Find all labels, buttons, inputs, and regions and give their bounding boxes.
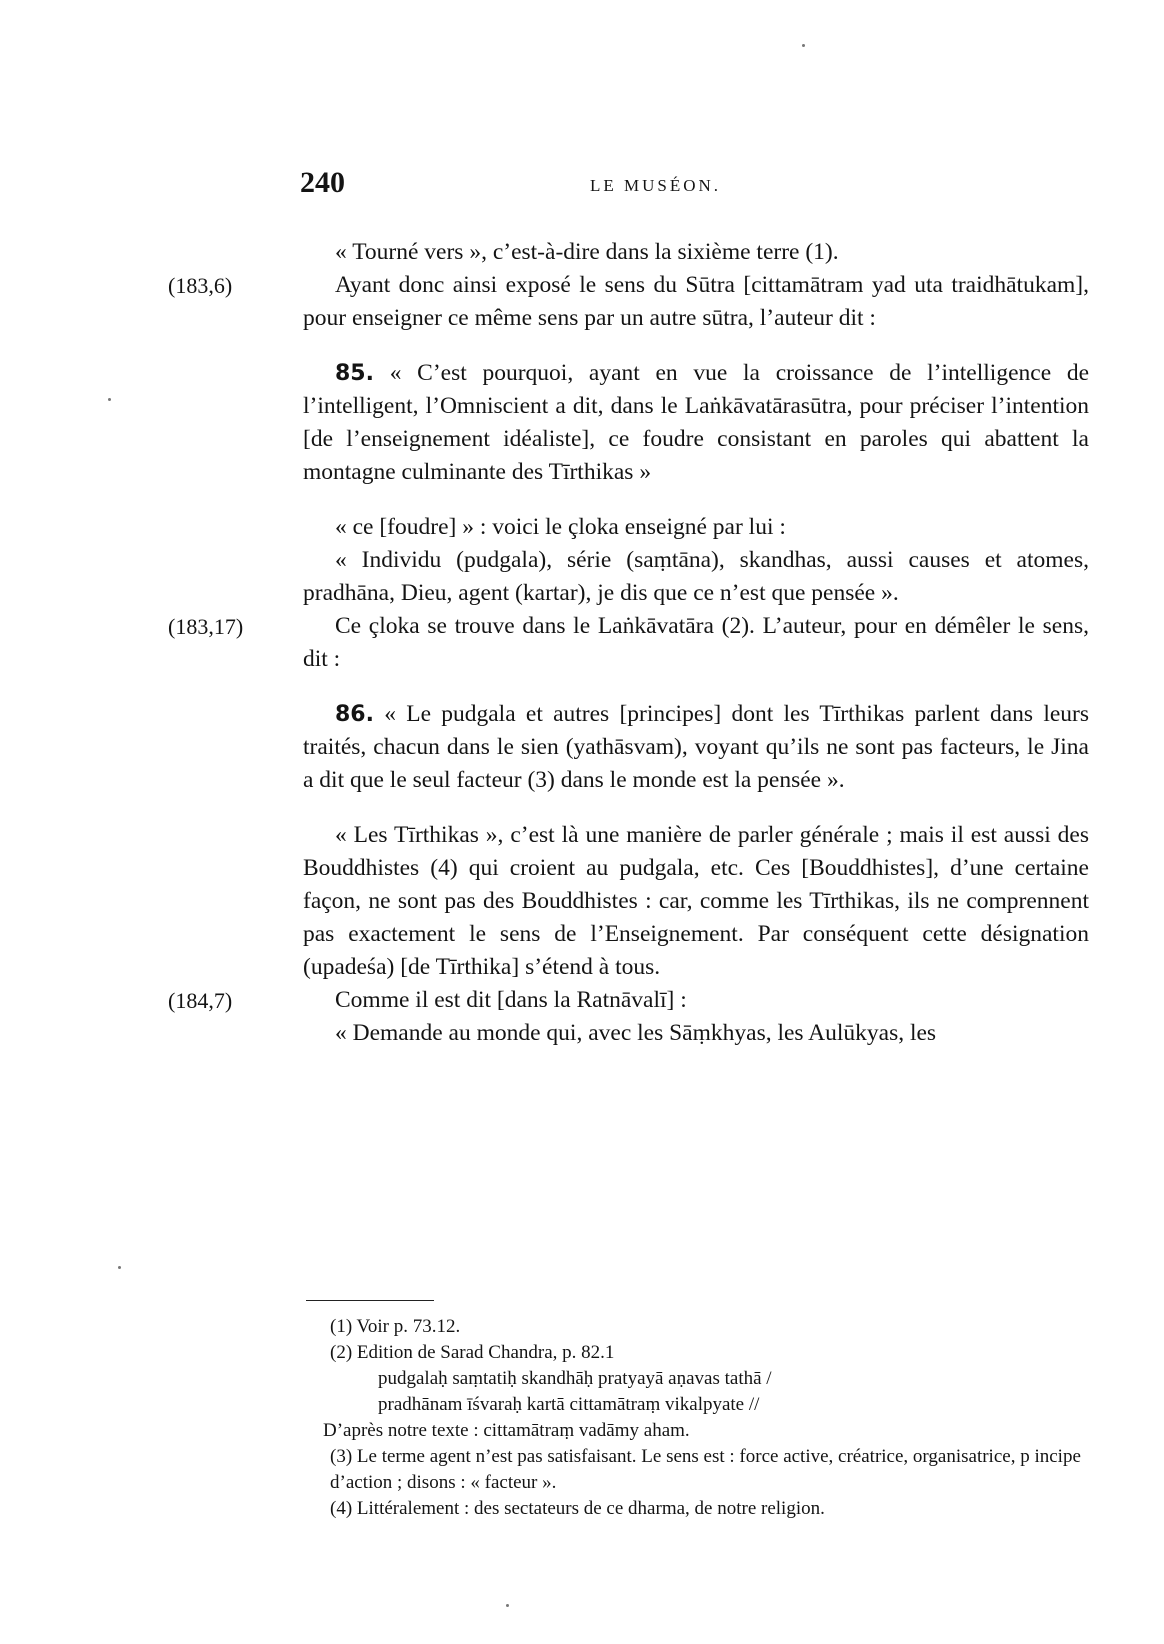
paragraph-tirthikas: « Les Tīrthikas », c’est là une manière de parler générale ; mais il est aussi des Bouddhistes (4) qui croient au pudgala, etc. Ces [Bouddhistes], d’une certaine façon, ne sont pas des Bouddhistes : car, comme les Tīrthikas, ils ne comprennent pas exactement le sens de l’Enseignement. Par conséquent cette désignation (upadeśa) [de Tīrthika] s’étend à tous.: [303, 822, 1089, 980]
footnote-1: (1) Voir p. 73.12.: [330, 1316, 461, 1337]
main-text: [168, 236, 1090, 1050]
page-header: [300, 166, 1090, 206]
footnote-2-comment: D’après notre texte : cittamātraṃ vadāmy aham.: [323, 1420, 690, 1441]
margin-reference: (184,7): [168, 988, 233, 1013]
footnote-3: (3) Le terme agent n’est pas satisfaisant. Le sens est : force active, créatrice, organisatrice, p incipe d’action ; disons : « facteur ».: [330, 1446, 1081, 1493]
footnote-rule: [306, 1300, 434, 1301]
footnote-2-verse-line: pudgalaḥ saṃtatiḥ skandhāḥ pratyayā aṇavas tathā /: [378, 1368, 772, 1389]
paragraph-cloka-intro: « ce [foudre] » : voici le çloka enseigné par lui :: [335, 514, 786, 540]
paragraph-tourne-vers: « Tourné vers », c’est-à-dire dans la sixième terre (1).: [335, 239, 839, 265]
paragraph-sutra-exposition: (183,6) Ayant donc ainsi exposé le sens du Sūtra [cittamātram yad uta traidhātukam], pour enseigner ce même sens par un autre sūtra, l’auteur dit :: [303, 269, 1089, 335]
margin-reference: (183,17): [168, 614, 244, 639]
footnote-2: (2) Edition de Sarad Chandra, p. 82.1: [330, 1342, 615, 1363]
running-title: LE MUSÉON.: [590, 176, 722, 195]
margin-reference: (183,6): [168, 273, 233, 298]
verse-86: 86. « Le pudgala et autres [principes] dont les Tīrthikas parlent dans leurs traités, chacun dans le sien (yathāsvam), voyant qu’ils ne sont pas facteurs, le Jina a dit que le seul facteur (3) dans le monde est la pensée ».: [303, 701, 1090, 793]
verse-number: 85.: [335, 361, 374, 386]
paragraph-ratnavali: (184,7) Comme il est dit [dans la Ratnāvalī] :: [303, 984, 1089, 1017]
paragraph-cloka-quote: « Individu (pudgala), série (saṃtāna), skandhas, aussi causes et atomes, pradhāna, Dieu, agent (kartar), je dis que ce n’est que pensée ».: [303, 547, 1089, 606]
page-number: 240: [300, 166, 345, 199]
footnote-4: (4) Littéralement : des sectateurs de ce dharma, de notre religion.: [330, 1498, 825, 1519]
verse-85: 85. « C’est pourquoi, ayant en vue la croissance de l’intelligence de l’intelligent, l’Omniscient a dit, dans le Laṅkāvatārasūtra, pour préciser l’intention [de l’enseignement idéaliste], ce foudre consistant en paroles qui abattent la montagne culminante des Tīrthikas »: [303, 360, 1090, 485]
paragraph-demande: « Demande au monde qui, avec les Sāṃkhyas, les Aulūkyas, les: [335, 1020, 937, 1046]
footnotes: [323, 1314, 1090, 1522]
verse-number: 86.: [335, 702, 374, 727]
paragraph-lankavatara: (183,17) Ce çloka se trouve dans le Laṅkāvatāra (2). L’auteur, pour en démêler le sens, dit :: [303, 610, 1089, 676]
footnote-2-verse-line: pradhānam īśvaraḥ kartā cittamātraṃ vikalpyate //: [378, 1394, 760, 1415]
